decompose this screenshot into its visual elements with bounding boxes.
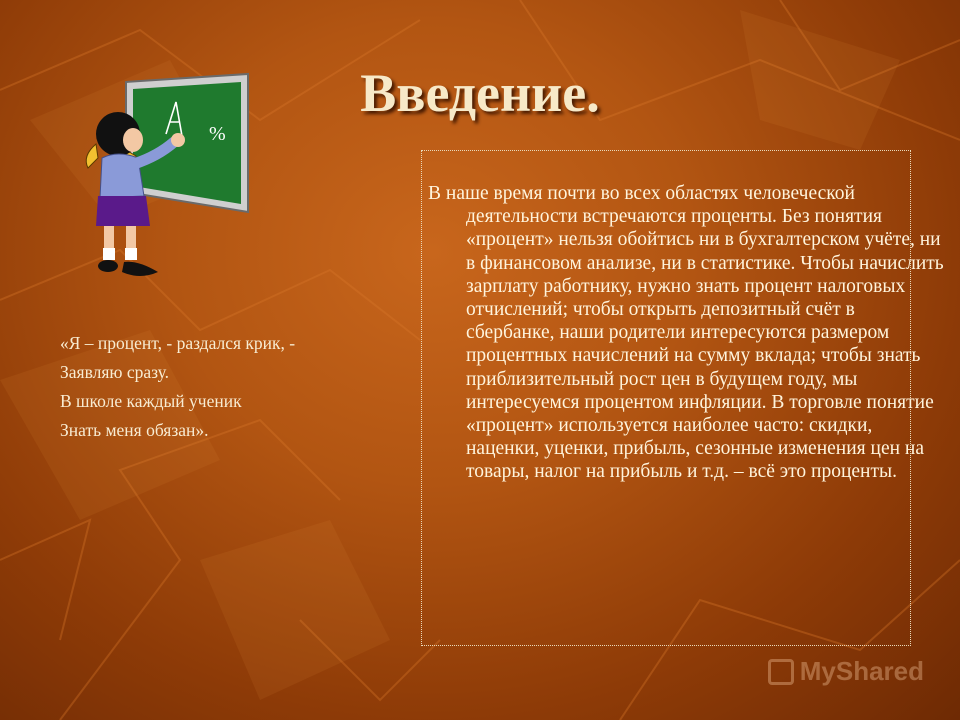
poem-line: Знать меня обязан». bbox=[60, 420, 209, 440]
watermark-icon bbox=[768, 659, 794, 685]
poem-text bbox=[60, 333, 310, 449]
board-percent-symbol: % bbox=[209, 123, 226, 145]
watermark-logo bbox=[768, 656, 924, 687]
girl-at-blackboard-illustration bbox=[78, 72, 258, 287]
poem-line: В школе каждый ученик bbox=[60, 391, 242, 411]
poem-line: «Я – процент, - раздался крик, - bbox=[60, 333, 296, 353]
body-paragraph: В наше время почти во всех областях человеческой деятельности встречаются проценты. Без понятия «процент» нельзя обойтись ни в бухгалтерском учёте, ни в финансовом анализе, ни в статистике. Чтобы начислить зарплату работнику, нужно знать процент налоговых отчислений; чтобы открыть депозитный счёт в сбербанке, наши родители интересуются размером процентных начислений на сумму вклада; чтобы знать приблизительный рост цен в будущем году, мы интересуемся процентом инфляции. В торговле понятие «процент» используется наиболее часто: скидки, наценки, уценки, прибыль, сезонные изменения цен на товары, налог на прибыль и т.д. – всё это проценты. bbox=[428, 183, 944, 483]
slide-title: Введение. bbox=[360, 63, 600, 123]
poem-line: Заявляю сразу. bbox=[60, 362, 170, 382]
watermark-text: MyShared bbox=[799, 656, 924, 686]
